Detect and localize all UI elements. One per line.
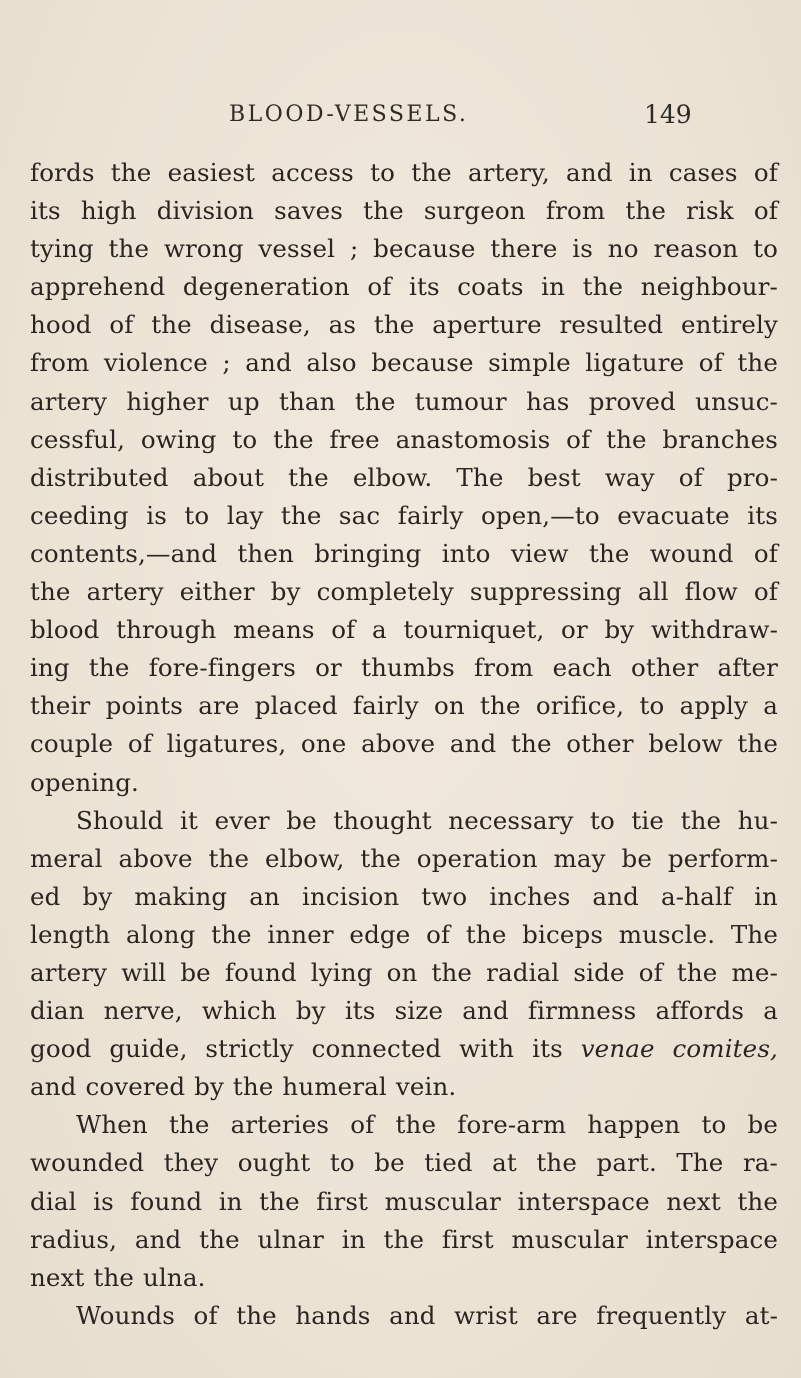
text-line: ing the fore-fingers or thumbs from each other after: [30, 653, 778, 683]
text-line: distributed about the elbow. The best way of pro-: [30, 462, 778, 492]
text-line: fords the easiest access to the artery, and in cases of: [30, 158, 778, 187]
text-line: their points are placed fairly on the orifice, to apply a: [30, 691, 778, 721]
text-line: dian nerve, which by its size and firmness affords a: [30, 996, 778, 1026]
text-line: the artery either by completely suppressing all flow of: [30, 577, 778, 607]
text-line: wounded they ought to be tied at the part. The ra-: [30, 1148, 778, 1178]
text-line: meral above the elbow, the operation may be perform-: [30, 843, 778, 873]
text-line: blood through means of a tourniquet, or by withdraw-: [30, 615, 778, 645]
text-line: its high division saves the surgeon from the risk of: [30, 196, 778, 226]
text-line: length along the inner edge of the biceps muscle. The: [30, 919, 778, 949]
text-line: tying the wrong vessel ; because there is no reason to: [30, 234, 778, 264]
text-line: next the ulna.: [30, 1262, 206, 1292]
text-line: couple of ligatures, one above and the other below the: [30, 729, 778, 759]
text-line: and covered by the humeral vein.: [30, 1072, 457, 1102]
paragraph-start-line: Wounds of the hands and wrist are frequently at-: [76, 1300, 778, 1330]
italic-phrase: venae comites,: [580, 1034, 778, 1064]
running-head: [0, 92, 801, 132]
page-number: 149: [644, 100, 692, 129]
running-head-title: BLOOD-VESSELS.: [229, 102, 469, 127]
text-line: from violence ; and also because simple ligature of the: [30, 348, 778, 378]
text-line: radius, and the ulnar in the first muscular interspace: [30, 1224, 778, 1254]
text-line: artery higher up than the tumour has proved unsuc-: [30, 386, 778, 416]
text-line: opening.: [30, 767, 139, 797]
text-segment: good guide, strictly connected with its: [30, 1034, 563, 1064]
text-line: hood of the disease, as the aperture resulted entirely: [30, 310, 778, 340]
text-line: cessful, owing to the free anastomosis of the branches: [30, 424, 778, 454]
text-line: artery will be found lying on the radial side of the me-: [30, 957, 778, 987]
text-line: apprehend degeneration of its coats in the neighbour-: [30, 272, 778, 302]
paragraph-start-line: Should it ever be thought necessary to tie the hu-: [76, 805, 778, 835]
text-line: ed by making an incision two inches and a-half in: [30, 881, 778, 911]
body-text: [30, 154, 778, 1335]
text-line: ceeding is to lay the sac fairly open,—to evacuate its: [30, 500, 778, 530]
text-line: dial is found in the first muscular interspace next the: [30, 1186, 778, 1216]
text-line: contents,—and then bringing into view the wound of: [30, 538, 778, 568]
text-line-with-italic: [30, 1030, 778, 1068]
paragraph-start-line: When the arteries of the fore-arm happen to be: [76, 1110, 778, 1140]
